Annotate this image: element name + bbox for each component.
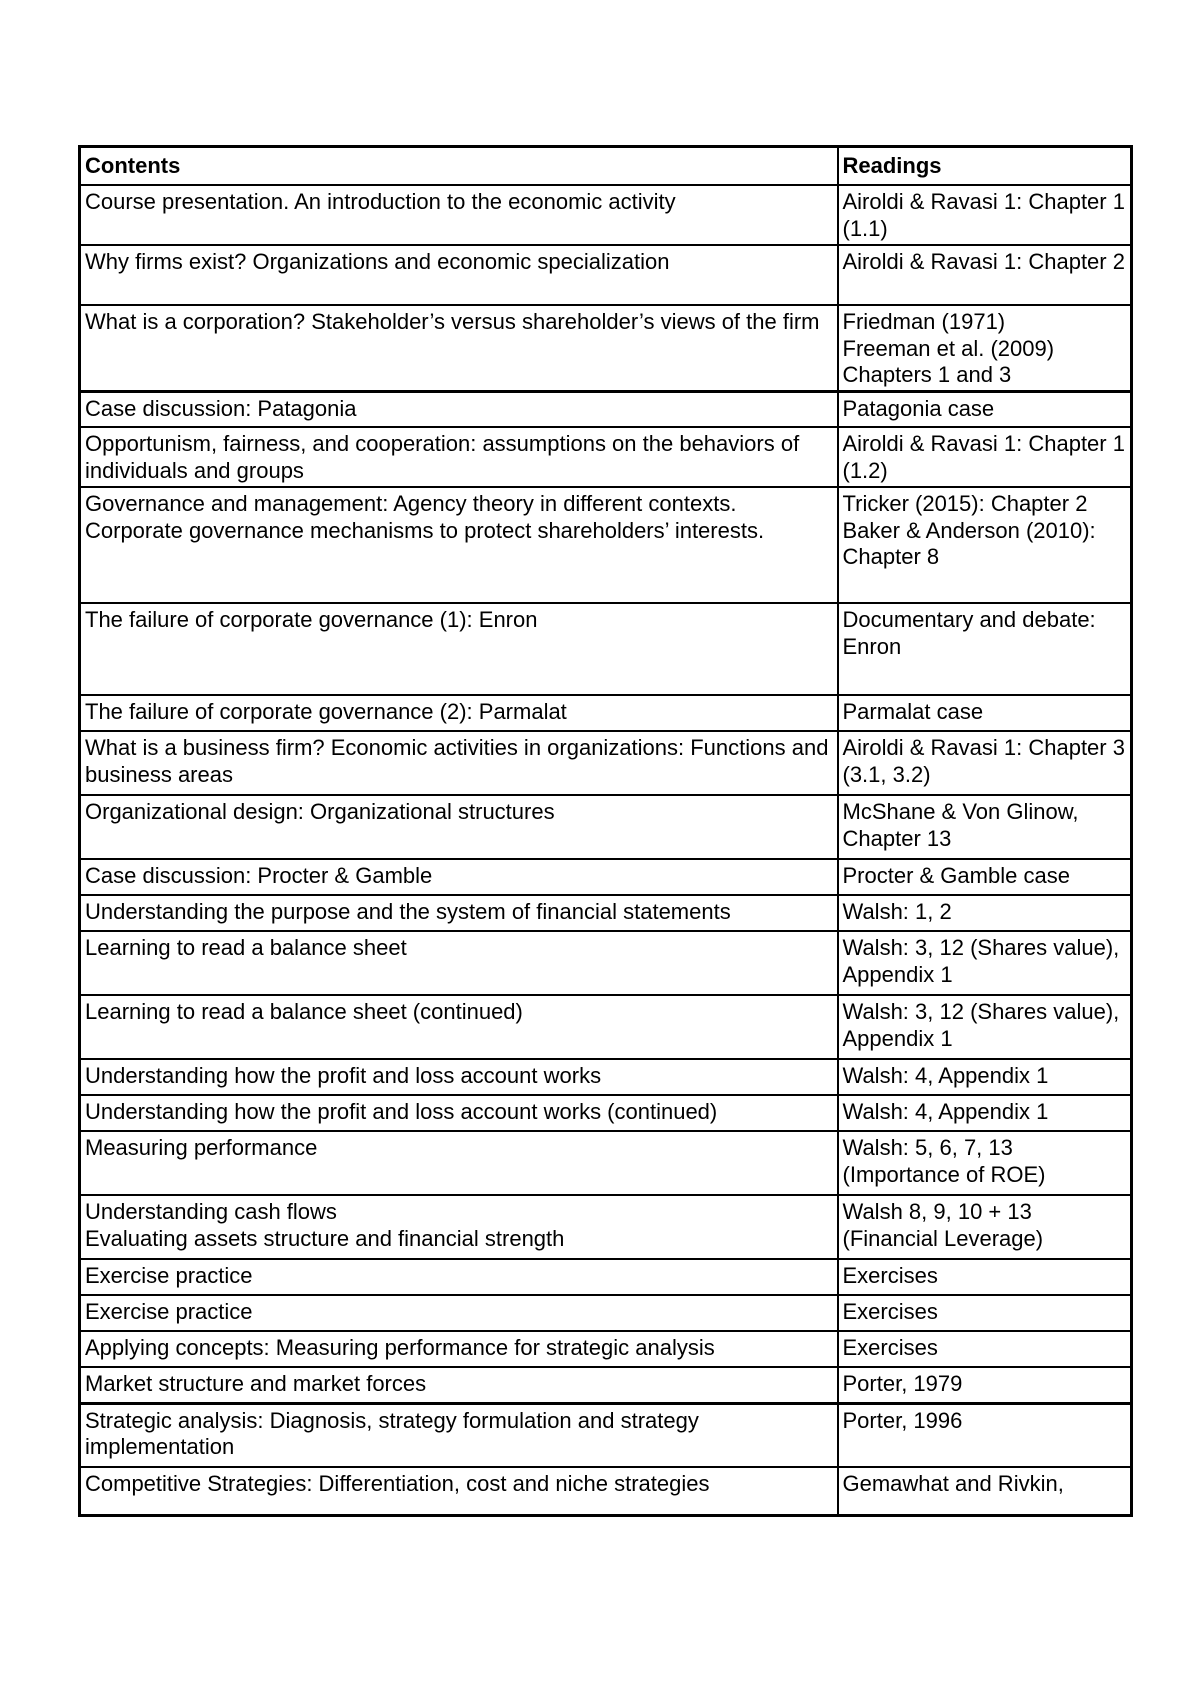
table-row — [80, 245, 1132, 305]
table-row — [80, 1131, 1132, 1195]
table-row — [80, 603, 1132, 695]
row-readings: Porter, 1996 — [838, 1403, 1132, 1467]
row-contents: What is a business firm? Economic activities in organizations: Functions and business areas — [80, 731, 838, 795]
table-row — [80, 1467, 1132, 1515]
table-row — [80, 1095, 1132, 1131]
row-readings: Procter & Gamble case — [838, 859, 1132, 895]
table-row — [80, 859, 1132, 895]
row-contents: Why firms exist? Organizations and economic specialization — [80, 245, 838, 305]
row-readings: McShane & Von Glinow, Chapter 13 — [838, 795, 1132, 859]
table-row — [80, 1367, 1132, 1403]
table-header-row — [80, 147, 1132, 186]
row-readings: Porter, 1979 — [838, 1367, 1132, 1403]
row-contents: Applying concepts: Measuring performance for strategic analysis — [80, 1331, 838, 1367]
syllabus-table — [78, 145, 1133, 1517]
row-contents: Market structure and market forces — [80, 1367, 838, 1403]
row-contents: The failure of corporate governance (1): Enron — [80, 603, 838, 695]
row-contents: Understanding cash flows Evaluating assets structure and financial strength — [80, 1195, 838, 1259]
table-row — [80, 1331, 1132, 1367]
row-contents: Learning to read a balance sheet — [80, 931, 838, 995]
row-readings: Tricker (2015): Chapter 2 Baker & Anderson (2010): Chapter 8 — [838, 487, 1132, 603]
row-readings: Airoldi & Ravasi 1: Chapter 2 — [838, 245, 1132, 305]
table-row — [80, 305, 1132, 391]
table-row — [80, 391, 1132, 427]
row-readings: Airoldi & Ravasi 1: Chapter 3 (3.1, 3.2) — [838, 731, 1132, 795]
table-row — [80, 931, 1132, 995]
row-readings: Walsh: 4, Appendix 1 — [838, 1059, 1132, 1095]
row-readings: Parmalat case — [838, 695, 1132, 731]
row-contents: Understanding the purpose and the system of financial statements — [80, 895, 838, 931]
row-contents: Case discussion: Patagonia — [80, 391, 838, 427]
table-row — [80, 695, 1132, 731]
row-contents: Exercise practice — [80, 1259, 838, 1295]
row-readings: Patagonia case — [838, 391, 1132, 427]
row-readings: Walsh: 3, 12 (Shares value), Appendix 1 — [838, 931, 1132, 995]
table-row — [80, 731, 1132, 795]
row-readings: Walsh 8, 9, 10 + 13 (Financial Leverage) — [838, 1195, 1132, 1259]
row-readings: Walsh: 3, 12 (Shares value), Appendix 1 — [838, 995, 1132, 1059]
row-readings: Gemawhat and Rivkin, — [838, 1467, 1132, 1515]
row-contents: Governance and management: Agency theory in different contexts. Corporate governance mechanisms to protect shareholders’ interests. — [80, 487, 838, 603]
table-row — [80, 487, 1132, 603]
row-contents: Organizational design: Organizational structures — [80, 795, 838, 859]
table-row — [80, 995, 1132, 1059]
header-contents: Contents — [80, 147, 838, 186]
row-contents: Case discussion: Procter & Gamble — [80, 859, 838, 895]
table-row — [80, 795, 1132, 859]
row-contents: Opportunism, fairness, and cooperation: assumptions on the behaviors of individuals and groups — [80, 427, 838, 487]
row-contents: What is a corporation? Stakeholder’s versus shareholder’s views of the firm — [80, 305, 838, 391]
row-readings: Walsh: 1, 2 — [838, 895, 1132, 931]
row-readings: Walsh: 5, 6, 7, 13 (Importance of ROE) — [838, 1131, 1132, 1195]
header-readings: Readings — [838, 147, 1132, 186]
row-readings: Friedman (1971) Freeman et al. (2009) Chapters 1 and 3 — [838, 305, 1132, 391]
table-row — [80, 1259, 1132, 1295]
row-readings: Airoldi & Ravasi 1: Chapter 1 (1.2) — [838, 427, 1132, 487]
row-readings: Exercises — [838, 1331, 1132, 1367]
row-contents: Learning to read a balance sheet (continued) — [80, 995, 838, 1059]
row-contents: Course presentation. An introduction to the economic activity — [80, 185, 838, 245]
table-row — [80, 1403, 1132, 1467]
row-contents: Strategic analysis: Diagnosis, strategy formulation and strategy implementation — [80, 1403, 838, 1467]
row-contents: Measuring performance — [80, 1131, 838, 1195]
row-readings: Walsh: 4, Appendix 1 — [838, 1095, 1132, 1131]
table-row — [80, 185, 1132, 245]
row-contents: Understanding how the profit and loss account works (continued) — [80, 1095, 838, 1131]
row-readings: Airoldi & Ravasi 1: Chapter 1 (1.1) — [838, 185, 1132, 245]
row-readings: Exercises — [838, 1259, 1132, 1295]
table-row — [80, 895, 1132, 931]
table-row — [80, 1059, 1132, 1095]
row-contents: Competitive Strategies: Differentiation, cost and niche strategies — [80, 1467, 838, 1515]
row-contents: Exercise practice — [80, 1295, 838, 1331]
table-row — [80, 1295, 1132, 1331]
table-row — [80, 427, 1132, 487]
row-contents: The failure of corporate governance (2): Parmalat — [80, 695, 838, 731]
row-contents: Understanding how the profit and loss account works — [80, 1059, 838, 1095]
row-readings: Documentary and debate: Enron — [838, 603, 1132, 695]
row-readings: Exercises — [838, 1295, 1132, 1331]
table-row — [80, 1195, 1132, 1259]
